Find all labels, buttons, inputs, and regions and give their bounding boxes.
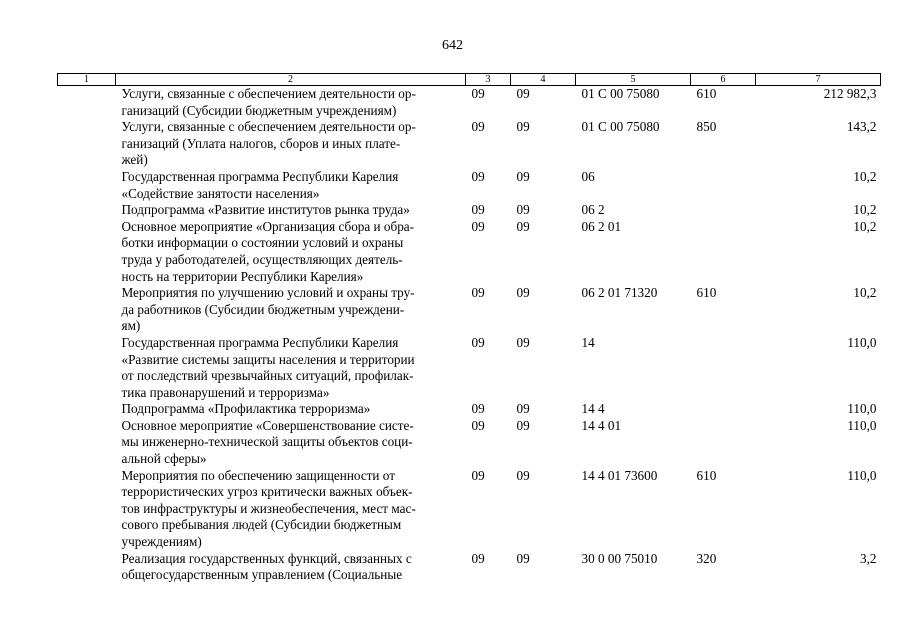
- cell-section: 09: [471, 334, 485, 350]
- cell-col-1: [58, 119, 116, 169]
- cell-col-1: [58, 551, 116, 584]
- cell-description: Подпрограмма «Профилактика терроризма»: [121, 401, 371, 417]
- cell-expense-type: [691, 169, 756, 202]
- cell-section: 09: [471, 218, 485, 234]
- cell-description: Услуги, связанные с обеспечением деятельности ор- ганизаций (Субсидии бюджетным учреждениям): [121, 86, 416, 118]
- cell-section: 09: [471, 285, 485, 301]
- cell-amount: 10,2: [853, 202, 877, 218]
- table-row: [58, 468, 881, 551]
- header-col-6: 6: [691, 74, 756, 86]
- cell-target-article: 01 С 00 75080: [581, 119, 660, 135]
- cell-col-1: [58, 285, 116, 335]
- cell-amount: 110,0: [847, 417, 877, 433]
- cell-section: 09: [471, 550, 485, 566]
- cell-expense-type: 610: [696, 467, 717, 483]
- cell-target-article: 14: [581, 334, 595, 350]
- cell-description: Мероприятия по улучшению условий и охраны тру- да работников (Субсидии бюджетным учреждени- ям): [121, 285, 415, 334]
- header-col-4: 4: [511, 74, 576, 86]
- table-row: [58, 401, 881, 418]
- cell-subsection: 09: [516, 202, 530, 218]
- cell-section: 09: [471, 401, 485, 417]
- cell-subsection: 09: [516, 467, 530, 483]
- cell-expense-type: [691, 202, 756, 219]
- cell-subsection: 09: [516, 218, 530, 234]
- cell-target-article: 14 4: [581, 401, 605, 417]
- header-col-1: 1: [58, 74, 116, 86]
- cell-amount: 212 982,3: [823, 86, 877, 101]
- header-col-2: 2: [116, 74, 466, 86]
- cell-target-article: 06: [581, 168, 595, 184]
- cell-target-article: 01 С 00 75080: [581, 86, 660, 101]
- table-row: [58, 219, 881, 285]
- budget-table: [57, 73, 881, 584]
- table-row: [58, 86, 881, 120]
- table-row: [58, 285, 881, 335]
- cell-expense-type: 610: [696, 86, 717, 101]
- cell-expense-type: [691, 335, 756, 401]
- cell-expense-type: [691, 418, 756, 468]
- cell-description: Услуги, связанные с обеспечением деятельности ор- ганизаций (Уплата налогов, сборов и иных плате- жей): [121, 119, 416, 168]
- cell-col-1: [58, 468, 116, 551]
- cell-amount: 10,2: [853, 218, 877, 234]
- cell-expense-type: 850: [696, 119, 717, 135]
- cell-col-1: [58, 335, 116, 401]
- cell-section: 09: [471, 467, 485, 483]
- cell-col-1: [58, 418, 116, 468]
- cell-subsection: 09: [516, 550, 530, 566]
- cell-col-1: [58, 86, 116, 120]
- cell-expense-type: [691, 401, 756, 418]
- table-row: [58, 202, 881, 219]
- cell-section: 09: [471, 202, 485, 218]
- cell-section: 09: [471, 119, 485, 135]
- cell-col-1: [58, 219, 116, 285]
- cell-amount: 143,2: [846, 119, 877, 135]
- table-row: [58, 169, 881, 202]
- header-col-7: 7: [756, 74, 881, 86]
- cell-description: Государственная программа Республики Карелия «Содействие занятости населения»: [121, 168, 399, 201]
- cell-target-article: 06 2: [581, 202, 605, 218]
- cell-col-1: [58, 169, 116, 202]
- table-row: [58, 119, 881, 169]
- table-header: [58, 74, 881, 86]
- cell-description: Подпрограмма «Развитие институтов рынка труда»: [121, 202, 410, 218]
- cell-description: Основное мероприятие «Организация сбора и обра- ботки информации о состоянии условий и охраны труда у работодателей, осуществляющих деятель- ность на территории Республики Карелия»: [121, 218, 415, 284]
- cell-amount: 10,2: [853, 168, 877, 184]
- cell-description: Мероприятия по обеспечению защищенности от террористических угроз критически важных объек- тов инфраструктуры и жизнеобеспечения, мест мас- сового пребывания людей (Субсидии бюджетным учреждениям): [121, 467, 416, 550]
- table-row: [58, 551, 881, 584]
- header-col-3: 3: [466, 74, 511, 86]
- cell-target-article: 14 4 01 73600: [581, 467, 658, 483]
- cell-subsection: 09: [516, 168, 530, 184]
- cell-amount: 110,0: [847, 401, 877, 417]
- table-row: [58, 335, 881, 401]
- cell-section: 09: [471, 86, 485, 101]
- cell-subsection: 09: [516, 119, 530, 135]
- cell-amount: 110,0: [847, 334, 877, 350]
- cell-target-article: 30 0 00 75010: [581, 550, 658, 566]
- page-number: 642: [442, 38, 463, 53]
- cell-expense-type: [691, 219, 756, 285]
- cell-subsection: 09: [516, 285, 530, 301]
- header-col-5: 5: [576, 74, 691, 86]
- cell-section: 09: [471, 168, 485, 184]
- cell-col-1: [58, 401, 116, 418]
- cell-expense-type: 320: [696, 550, 717, 566]
- table-row: [58, 418, 881, 468]
- cell-description: Государственная программа Республики Карелия «Развитие системы защиты населения и территории от последствий чрезвычайных ситуаций, профилак- тика правонарушений и терроризма»: [121, 334, 415, 400]
- header-row: [58, 74, 881, 86]
- table-body: [58, 86, 881, 584]
- cell-subsection: 09: [516, 417, 530, 433]
- cell-amount: 10,2: [853, 285, 877, 301]
- cell-target-article: 06 2 01: [581, 218, 622, 234]
- cell-subsection: 09: [516, 334, 530, 350]
- cell-subsection: 09: [516, 86, 530, 101]
- cell-description: Реализация государственных функций, связанных с общегосударственным управлением (Социальные: [121, 550, 412, 583]
- cell-target-article: 14 4 01: [581, 417, 622, 433]
- cell-col-1: [58, 202, 116, 219]
- cell-amount: 110,0: [847, 467, 877, 483]
- cell-description: Основное мероприятие «Совершенствование систе- мы инженерно-технической защиты объектов соци- альной сферы»: [121, 417, 414, 467]
- cell-target-article: 06 2 01 71320: [581, 285, 658, 301]
- cell-amount: 3,2: [860, 550, 877, 566]
- cell-subsection: 09: [516, 401, 530, 417]
- cell-section: 09: [471, 417, 485, 433]
- cell-expense-type: 610: [696, 285, 717, 301]
